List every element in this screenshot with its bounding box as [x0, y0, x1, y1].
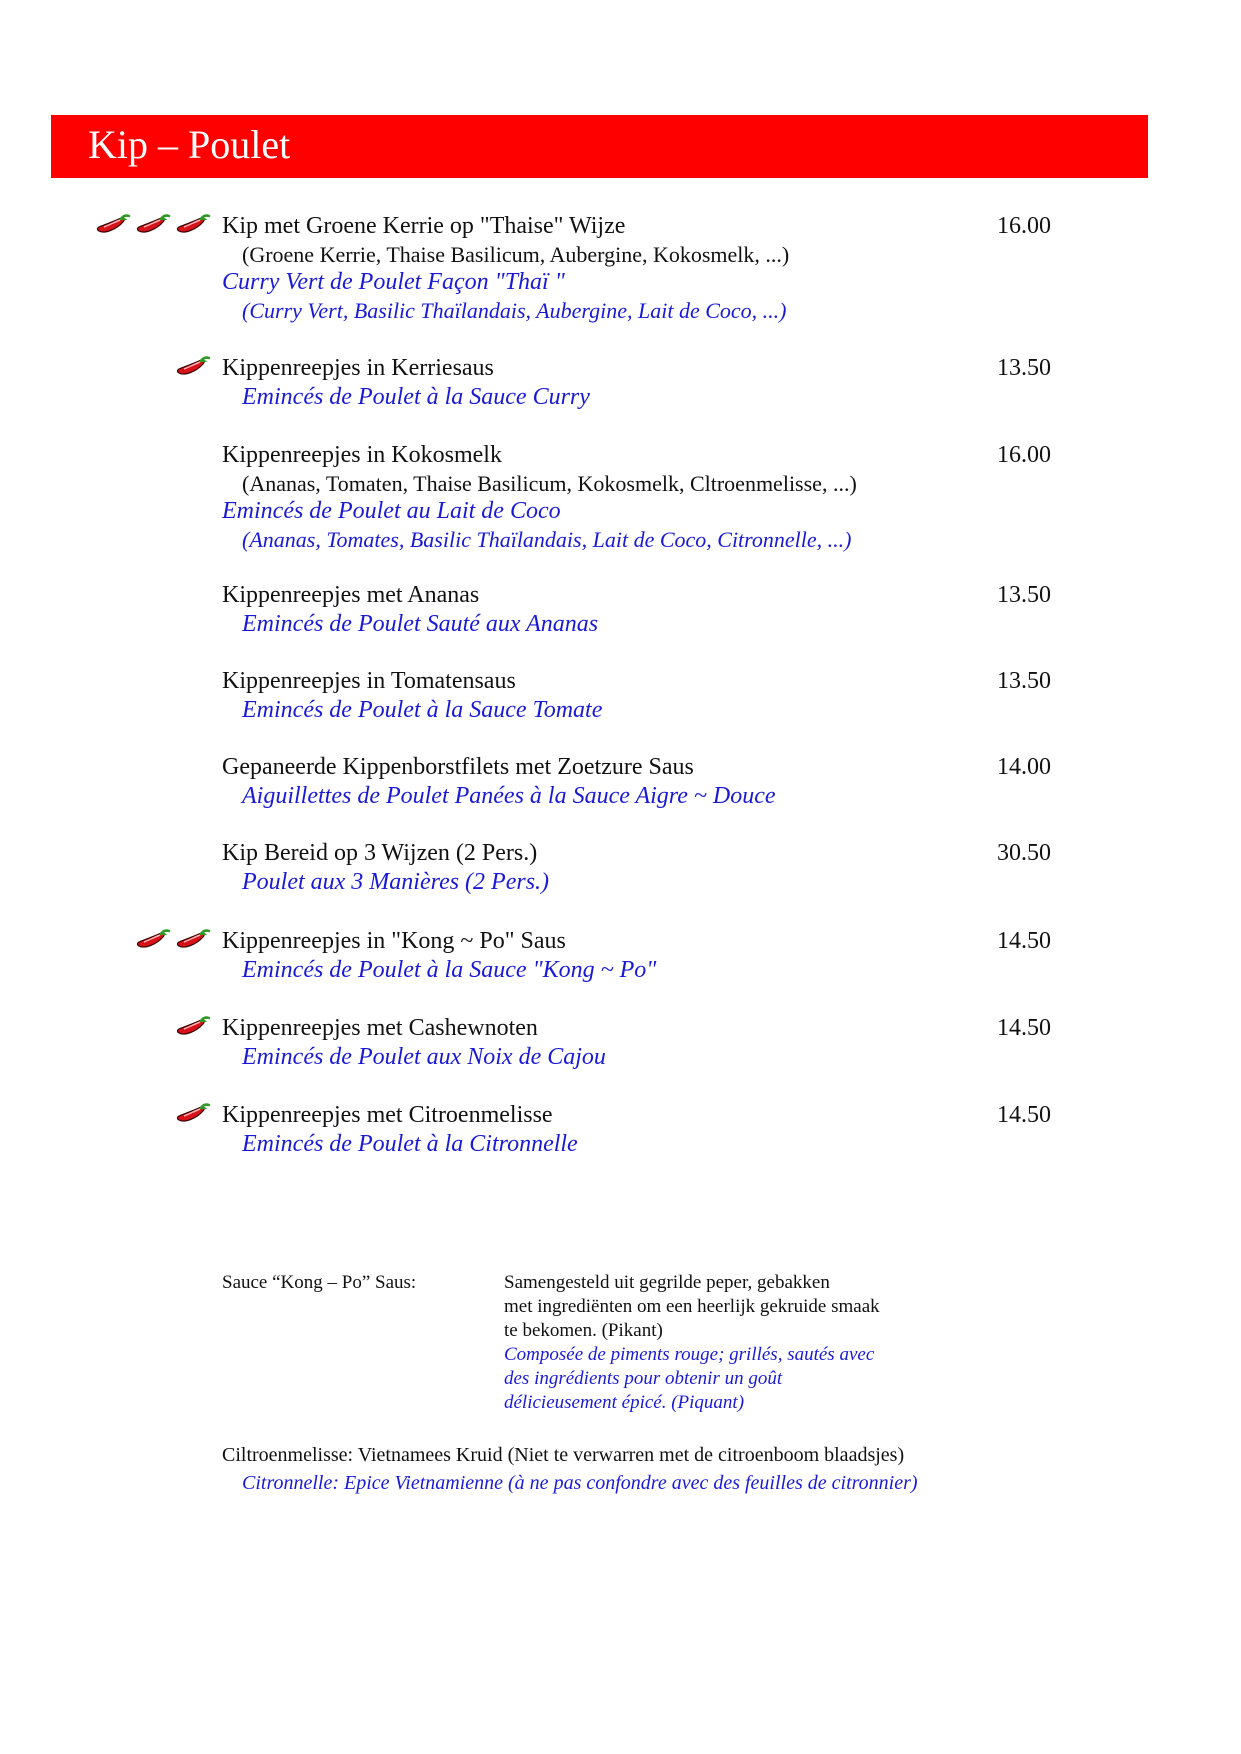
chili-pepper-icon [136, 927, 172, 951]
dish-price: 14.50 [997, 1102, 1051, 1128]
dish-name-fr: Aiguillettes de Poulet Panées à la Sauce Aigre ~ Douce [242, 783, 776, 809]
dish-name-nl: Kippenreepjes in "Kong ~ Po" Saus [222, 928, 566, 954]
dish-price: 13.50 [997, 668, 1051, 694]
dish-ingredients-fr: (Curry Vert, Basilic Thaïlandais, Aubergine, Lait de Coco, ...) [242, 298, 787, 323]
chili-pepper-icon [176, 1101, 212, 1125]
dish-ingredients-nl: (Ananas, Tomaten, Thaise Basilicum, Kokosmelk, Cltroenmelisse, ...) [242, 471, 857, 496]
dish-name-nl: Kip met Groene Kerrie op "Thaise" Wijze [222, 213, 626, 239]
dish-name-fr: Emincés de Poulet à la Citronnelle [242, 1131, 578, 1157]
menu-item [222, 1014, 1062, 1072]
spiciness-indicator [176, 354, 212, 386]
chili-pepper-icon [176, 354, 212, 378]
kong-po-fr-line: Composée de piments rouge; grillés, sautés avec [504, 1344, 875, 1365]
kong-po-description [504, 1271, 1004, 1415]
chili-pepper-icon [176, 212, 212, 236]
chili-pepper-icon [96, 212, 132, 236]
kong-po-fr-line: des ingrédients pour obtenir un goût [504, 1368, 783, 1389]
spiciness-indicator [176, 1014, 212, 1046]
menu-item [222, 1101, 1062, 1159]
menu-item [222, 753, 1062, 811]
dish-name-nl: Kippenreepjes met Citroenmelisse [222, 1102, 553, 1128]
dish-name-fr: Curry Vert de Poulet Façon "Thaï " [222, 269, 565, 295]
kong-po-nl-line: met ingrediënten om een heerlijk gekruide smaak [504, 1296, 880, 1317]
dish-price: 14.50 [997, 928, 1051, 954]
dish-price: 30.50 [997, 840, 1051, 866]
dish-name-nl: Kippenreepjes in Kokosmelk [222, 442, 502, 468]
spiciness-indicator [176, 1101, 212, 1133]
dish-name-fr: Emincés de Poulet à la Sauce Tomate [242, 697, 603, 723]
dish-name-nl: Gepaneerde Kippenborstfilets met Zoetzure Saus [222, 754, 694, 780]
menu-item [222, 581, 1062, 639]
dish-name-fr: Emincés de Poulet au Lait de Coco [222, 498, 561, 524]
dish-price: 14.50 [997, 1015, 1051, 1041]
chili-pepper-icon [136, 212, 172, 236]
kong-po-fr-line: délicieusement épicé. (Piquant) [504, 1392, 745, 1413]
menu-item [222, 927, 1062, 985]
dish-ingredients-nl: (Groene Kerrie, Thaise Basilicum, Aubergine, Kokosmelk, ...) [242, 242, 790, 267]
dish-name-nl: Kip Bereid op 3 Wijzen (2 Pers.) [222, 840, 538, 866]
chili-pepper-icon [176, 1014, 212, 1038]
dish-name-fr: Emincés de Poulet à la Sauce "Kong ~ Po" [242, 957, 657, 983]
section-title: Kip – Poulet [88, 122, 291, 167]
dish-ingredients-fr: (Ananas, Tomates, Basilic Thaïlandais, Lait de Coco, Citronnelle, ...) [242, 527, 852, 552]
spiciness-indicator [96, 212, 212, 244]
dish-price: 13.50 [997, 355, 1051, 381]
dish-name-fr: Emincés de Poulet à la Sauce Curry [242, 384, 590, 410]
kong-po-nl-line: te bekomen. (Pikant) [504, 1320, 663, 1341]
menu-item [222, 839, 1062, 897]
dish-price: 13.50 [997, 582, 1051, 608]
citroenmelisse-nl: Ciltroenmelisse: Vietnamees Kruid (Niet te verwarren met de citroenboom blaadsjes) [222, 1444, 905, 1466]
menu-item [222, 441, 1062, 553]
citroenmelisse-fr: Citronnelle: Epice Vietnamienne (à ne pas confondre avec des feuilles de citronnier) [242, 1472, 918, 1494]
dish-price: 14.00 [997, 754, 1051, 780]
spiciness-indicator [136, 927, 212, 959]
menu-item [222, 667, 1062, 725]
dish-name-nl: Kippenreepjes in Kerriesaus [222, 355, 494, 381]
dish-name-nl: Kippenreepjes met Cashewnoten [222, 1015, 538, 1041]
citroenmelisse-note [222, 1441, 918, 1497]
dish-price: 16.00 [997, 442, 1051, 468]
dish-name-fr: Poulet aux 3 Manières (2 Pers.) [242, 869, 550, 895]
menu-item [222, 212, 1062, 324]
chili-pepper-icon [176, 927, 212, 951]
dish-name-fr: Emincés de Poulet aux Noix de Cajou [242, 1044, 606, 1070]
dish-name-fr: Emincés de Poulet Sauté aux Ananas [242, 611, 599, 637]
dish-price: 16.00 [997, 213, 1051, 239]
kong-po-nl-line: Samengesteld uit gegrilde peper, gebakken [504, 1272, 830, 1293]
menu-item [222, 354, 1062, 412]
section-banner [51, 115, 1148, 178]
dish-name-nl: Kippenreepjes in Tomatensaus [222, 668, 516, 694]
dish-name-nl: Kippenreepjes met Ananas [222, 582, 480, 608]
kong-po-label: Sauce “Kong – Po” Saus: [222, 1272, 417, 1293]
